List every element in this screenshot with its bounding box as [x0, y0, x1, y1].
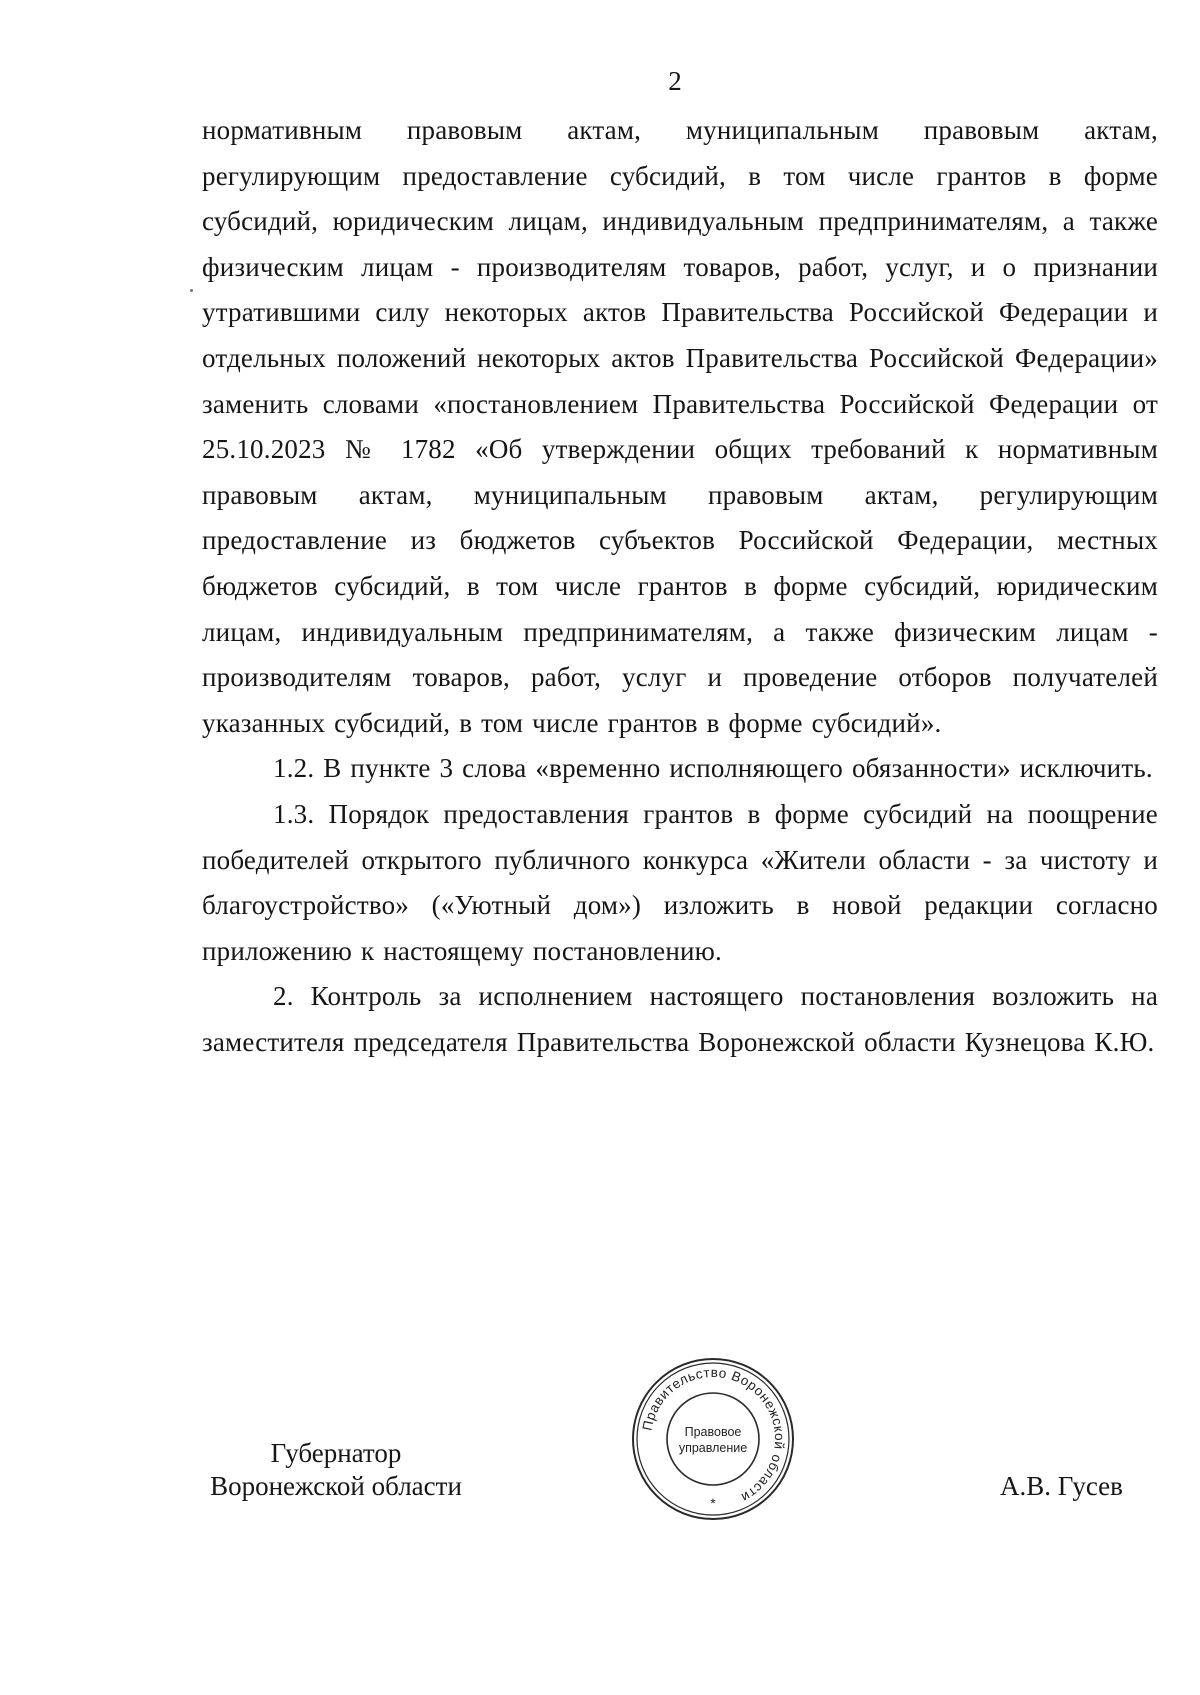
paragraph-item-1-2: 1.2. В пункте 3 слова «временно исполняющего обязанности» исключить. [273, 753, 1153, 784]
signatory-region: Воронежской области [210, 1471, 462, 1501]
page-number: 2 [668, 66, 682, 96]
signatory-title: Губернатор [270, 1438, 402, 1468]
official-stamp [630, 1356, 796, 1522]
paragraph-item-1-3: 1.3. Порядок предоставления грантов в форме субсидий на поощрение победителей открытого публичного конкурса «Жители области - за чистоту и благоустройство» («Уютный дом») изложить в новой редакции согласно приложению к настоящему постановлению. [202, 798, 1158, 966]
stamp-center-line1: Правовое [684, 1425, 742, 1439]
signatory-name: А.В. Гусев [1000, 1471, 1123, 1501]
stamp-star: * [710, 1495, 716, 1511]
paragraph-item-2: 2. Контроль за исполнением настоящего постановления возложить на заместителя председателя Правительства Воронежской области Кузнецова К.Ю. [202, 981, 1158, 1057]
margin-mark [190, 289, 193, 292]
signatory-position [196, 1437, 476, 1503]
stamp-ring-text: Правительство Воронежской области [639, 1364, 788, 1506]
document-body [202, 108, 1158, 1065]
paragraph-continuation: нормативным правовым актам, муниципальным правовым актам, регулирующим предоставление субсидий, в том числе грантов в форме субсидий, юридическим лицам, индивидуальным предпринимателям, а также физическим лицам - производителям товаров, работ, услуг, и о признании утратившими силу некоторых актов Правительства Российской Федерации и отдельных положений некоторых актов Правительства Российской Федерации» заменить словами «постановлением Правительства Российской Федерации от 25.10.2023 № 1782 «Об утверждении общих требований к нормативным правовым актам, муниципальным правовым актам, регулирующим предоставление из бюджетов субъектов Российской Федерации, местных бюджетов субсидий, в том числе грантов в форме субсидий, юридическим лицам, индивидуальным предпринимателям, а также физическим лицам - производителям товаров, работ, услуг и проведение отборов получателей указанных субсидий, в том числе грантов в форме субсидий». [202, 115, 1158, 738]
stamp-center-line2: управление [678, 1441, 748, 1455]
